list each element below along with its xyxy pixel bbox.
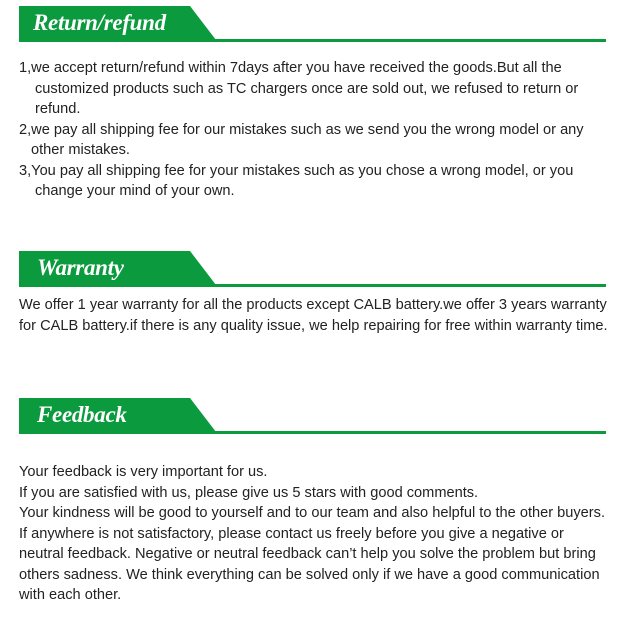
return-refund-item-1: 1,we accept return/refund within 7days after you have received the goods.But all the customized products such as TC chargers once are sold out, we refused to return or refund. xyxy=(19,60,579,117)
feedback-title: Feedback xyxy=(37,402,127,427)
warranty-text: We offer 1 year warranty for all the products except CALB battery.we offer 3 years warranty for CALB battery.if there is any quality issue, we help repairing for free within warranty time. xyxy=(19,297,608,334)
feedback-line-2: If you are satisfied with us, please give us 5 stars with good comments. xyxy=(19,484,479,501)
feedback-line-4: If anywhere is not satisfactory, please contact us freely before you give a negative or neutral feedback. Negative or neutral feedback can’t help you solve the problem but bring others sadness. We think everything can be solved only if we have a good communication with each other. xyxy=(19,525,600,603)
feedback-line-3: Your kindness will be good to yourself and to our team and also helpful to the other buyers. xyxy=(19,505,606,521)
return-refund-list xyxy=(19,58,609,202)
return-refund-header xyxy=(19,6,606,44)
return-refund-title: Return/refund xyxy=(33,10,166,35)
feedback-text-block xyxy=(19,462,609,606)
warranty-divider xyxy=(19,284,606,287)
warranty-title: Warranty xyxy=(37,255,124,280)
return-refund-item-3: 3,You pay all shipping fee for your mistakes such as you chose a wrong model, or you change your mind of your own. xyxy=(19,162,574,199)
return-refund-divider xyxy=(19,39,606,42)
return-refund-item-2: 2,we pay all shipping fee for our mistakes such as we send you the wrong model or any other mistakes. xyxy=(19,121,584,158)
warranty-header xyxy=(19,251,606,289)
warranty-text-block xyxy=(19,295,609,336)
feedback-header xyxy=(19,398,606,436)
feedback-line-1: Your feedback is very important for us. xyxy=(19,464,268,480)
feedback-divider xyxy=(19,431,606,434)
